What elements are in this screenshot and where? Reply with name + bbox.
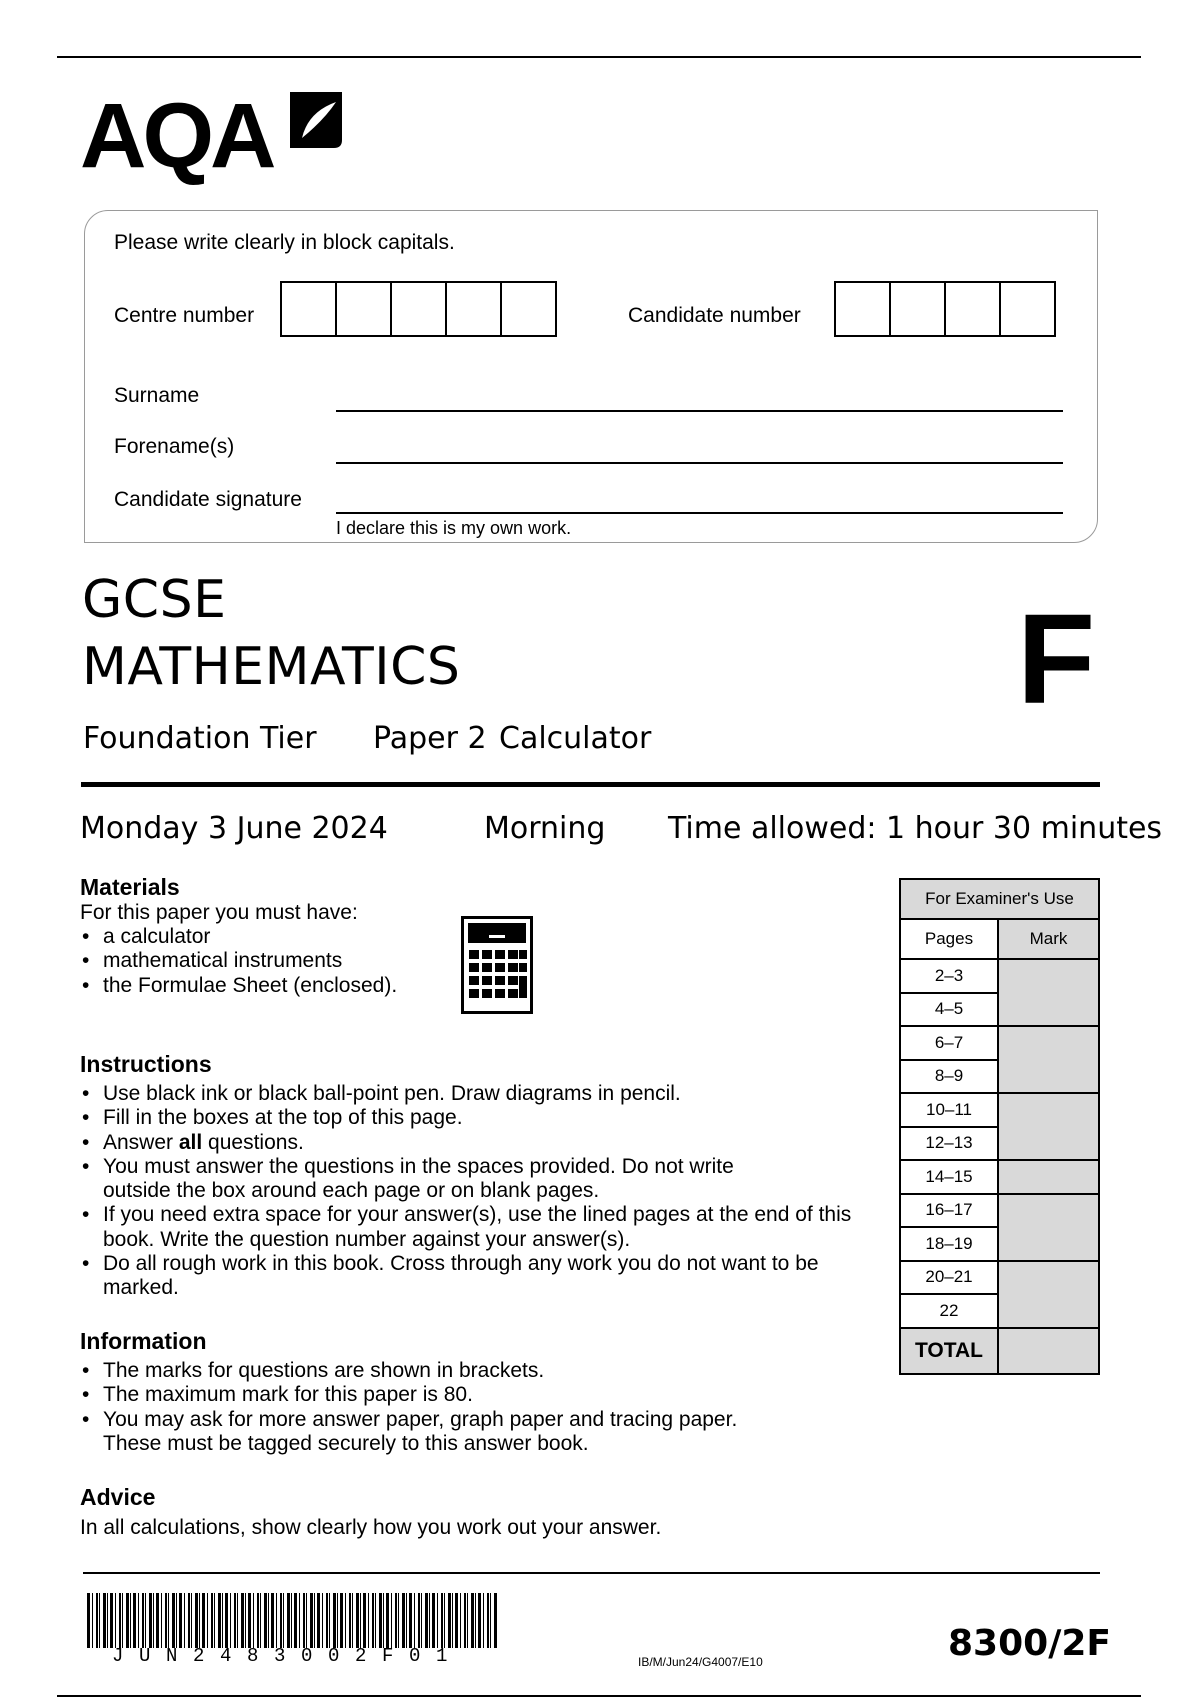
subject-title: MATHEMATICS <box>82 637 461 697</box>
list-item <box>80 1131 860 1155</box>
calculator-icon <box>461 916 533 1014</box>
answer-prefix: Answer <box>103 1130 179 1154</box>
list-item: • mathematical instruments <box>80 949 460 973</box>
centre-number-label: Centre number <box>114 304 255 327</box>
aqa-logo-text: AQA <box>80 85 273 187</box>
list-item: • Fill in the boxes at the top of this page. <box>80 1106 860 1130</box>
list-item: • Use black ink or black ball-point pen. Draw diagrams in pencil. <box>80 1082 860 1106</box>
pages-cell: 20–21 <box>900 1261 998 1295</box>
reference-code: IB/M/Jun24/G4007/E10 <box>638 1655 763 1669</box>
advice-heading: Advice <box>80 1484 156 1510</box>
paper-code: 8300/2F <box>948 1623 1111 1664</box>
mark-cell <box>998 1194 1099 1261</box>
declaration-text: I declare this is my own work. <box>336 518 572 538</box>
signature-line[interactable] <box>336 512 1063 514</box>
calculator-title: Calculator <box>499 721 652 756</box>
pages-cell: 22 <box>900 1294 998 1328</box>
footer-rule <box>83 1572 1100 1574</box>
aqa-leaf-icon <box>286 90 346 152</box>
answer-suffix: questions. <box>202 1130 304 1154</box>
pages-cell: 6–7 <box>900 1026 998 1060</box>
list-item: • If you need extra space for your answer(s), use the lined pages at the end of this book. Write the question number against your answer(s). <box>80 1203 860 1252</box>
list-item: • You may ask for more answer paper, graph paper and tracing paper. These must be tagged securely to this answer book. <box>80 1408 790 1457</box>
candidate-number-digit-box[interactable] <box>944 281 1001 337</box>
title-divider <box>81 782 1100 787</box>
mark-cell <box>998 1261 1099 1328</box>
signature-label: Candidate signature <box>114 488 302 511</box>
list-item: • Do all rough work in this book. Cross through any work you do not want to be marked. <box>80 1252 848 1301</box>
mark-cell <box>998 1026 1099 1093</box>
mark-cell <box>998 959 1099 1026</box>
forename-label: Forename(s) <box>114 435 235 458</box>
list-item: • The marks for questions are shown in brackets. <box>80 1359 790 1383</box>
pages-cell: 18–19 <box>900 1227 998 1261</box>
barcode <box>87 1593 497 1648</box>
paper-title: Paper 2 <box>373 721 487 756</box>
advice-text: In all calculations, show clearly how you work out your answer. <box>80 1516 662 1539</box>
candidate-number-label: Candidate number <box>628 304 801 327</box>
materials-heading: Materials <box>80 874 180 900</box>
list-item: • a calculator <box>80 925 460 949</box>
examiner-use-table <box>899 878 1100 1375</box>
total-label: TOTAL <box>900 1328 998 1374</box>
mark-cell <box>998 1093 1099 1160</box>
barcode-text: JUN2483002F01 <box>112 1645 464 1667</box>
instructions-list <box>80 1082 860 1301</box>
centre-number-digit-box[interactable] <box>500 281 557 337</box>
qualification-title: GCSE <box>82 570 227 630</box>
mark-column-header: Mark <box>998 919 1099 959</box>
materials-intro: For this paper you must have: <box>80 901 358 924</box>
answer-all-emphasis: all <box>178 1130 203 1154</box>
pages-cell: 10–11 <box>900 1093 998 1127</box>
total-mark-cell <box>998 1328 1099 1374</box>
centre-number-digit-box[interactable] <box>445 281 502 337</box>
pages-cell: 4–5 <box>900 993 998 1027</box>
pages-column-header: Pages <box>900 919 998 959</box>
centre-number-digit-box[interactable] <box>335 281 392 337</box>
pages-cell: 14–15 <box>900 1160 998 1194</box>
candidate-number-boxes <box>834 281 1056 337</box>
pages-cell: 8–9 <box>900 1060 998 1094</box>
surname-label: Surname <box>114 384 200 407</box>
top-rule <box>57 56 1141 58</box>
bottom-rule <box>57 1695 1141 1697</box>
information-heading: Information <box>80 1328 207 1354</box>
list-item: • the Formulae Sheet (enclosed). <box>80 974 460 998</box>
candidate-number-digit-box[interactable] <box>889 281 946 337</box>
examiner-use-title: For Examiner's Use <box>900 879 1099 919</box>
candidate-number-digit-box[interactable] <box>999 281 1056 337</box>
aqa-logo <box>80 86 350 186</box>
information-list <box>80 1359 790 1456</box>
time-allowed: Time allowed: 1 hour 30 minutes <box>668 811 1163 846</box>
tier-title: Foundation Tier <box>83 721 317 756</box>
list-item: • You must answer the questions in the spaces provided. Do not write outside the box around each page or on blank pages. <box>80 1155 803 1204</box>
list-item: • The maximum mark for this paper is 80. <box>80 1383 790 1407</box>
forename-line[interactable] <box>336 462 1063 464</box>
centre-number-digit-box[interactable] <box>390 281 447 337</box>
centre-number-boxes <box>280 281 557 337</box>
mark-cell <box>998 1160 1099 1194</box>
pages-cell: 12–13 <box>900 1127 998 1161</box>
materials-list <box>80 925 460 998</box>
exam-session: Morning <box>484 811 606 846</box>
candidate-number-digit-box[interactable] <box>834 281 891 337</box>
exam-date: Monday 3 June 2024 <box>80 811 388 846</box>
surname-line[interactable] <box>336 410 1063 412</box>
tier-letter: F <box>1017 588 1096 731</box>
block-capitals-instruction: Please write clearly in block capitals. <box>114 231 455 254</box>
centre-number-digit-box[interactable] <box>280 281 337 337</box>
pages-cell: 16–17 <box>900 1194 998 1228</box>
pages-cell: 2–3 <box>900 959 998 993</box>
instructions-heading: Instructions <box>80 1051 212 1077</box>
